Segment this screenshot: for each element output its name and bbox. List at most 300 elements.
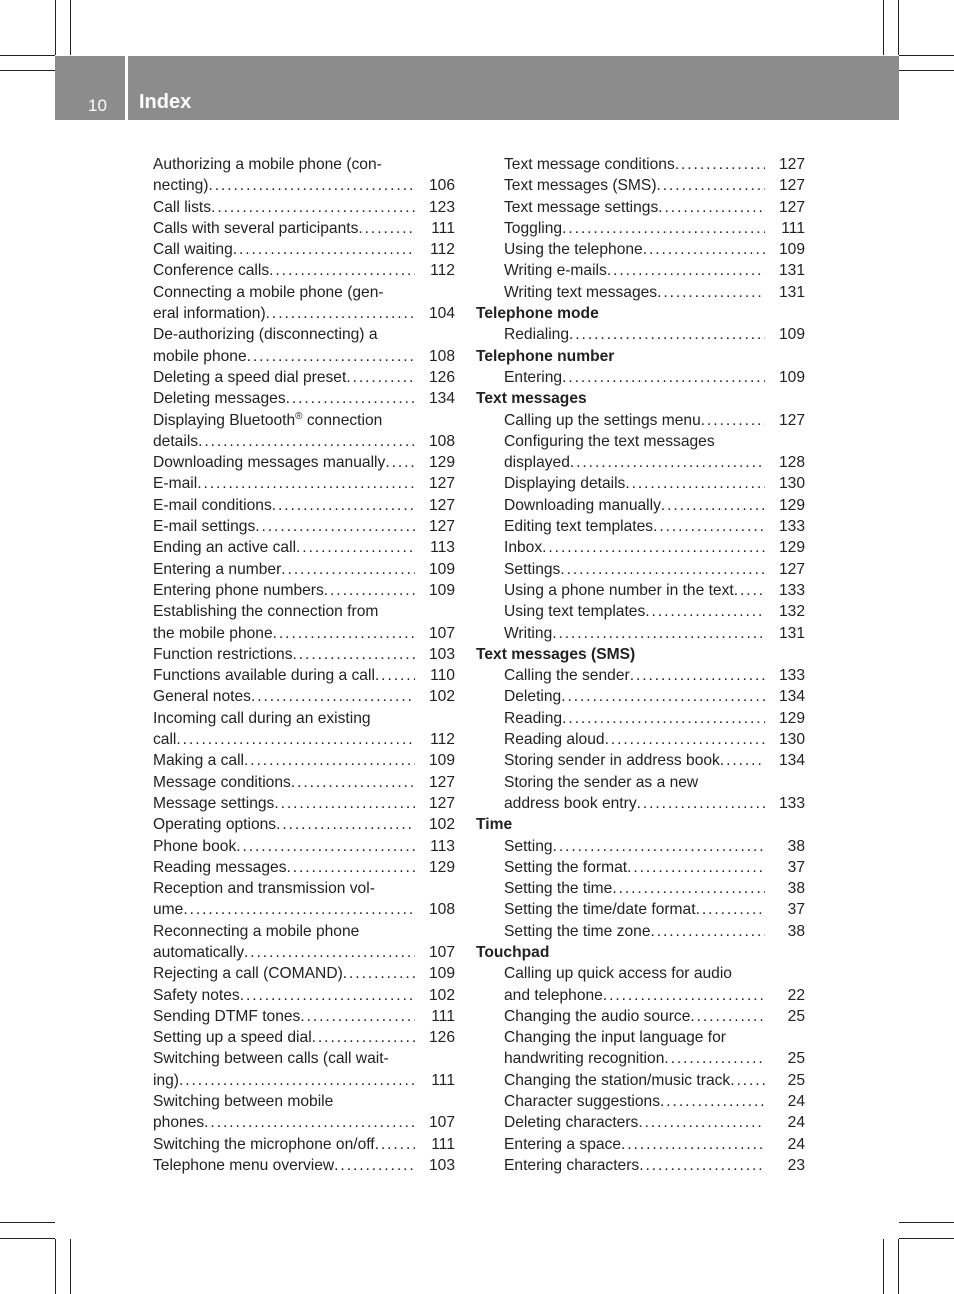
index-page-number: 112 — [430, 731, 455, 749]
index-entry-text: Entering phone numbers — [153, 581, 324, 599]
index-entry-text: Telephone menu overview — [153, 1156, 335, 1174]
dot-leader — [358, 218, 415, 239]
page-title: Index — [139, 91, 192, 113]
dot-leader — [637, 793, 765, 814]
dot-leader — [720, 750, 765, 771]
index-entry-text: Calling the sender — [504, 667, 630, 685]
index-entry-text: Toggling — [504, 219, 563, 237]
crop-mark — [898, 1239, 899, 1294]
index-entry — [153, 1006, 455, 1027]
index-entry-text: ing) — [153, 1071, 180, 1089]
index-entry — [476, 239, 805, 260]
index-entry — [476, 665, 805, 686]
index-page-number: 108 — [428, 432, 455, 450]
index-entry-text: address book entry — [504, 794, 637, 812]
dot-leader — [664, 1048, 765, 1069]
index-page-number: 110 — [430, 667, 455, 685]
index-entry — [476, 686, 805, 707]
index-entry-text: Entering — [504, 368, 563, 386]
index-entry-text: Connecting a mobile phone (gen- — [153, 283, 384, 301]
dot-leader — [176, 729, 415, 750]
index-entry-text: Touchpad — [476, 943, 550, 961]
dot-leader — [605, 729, 765, 750]
index-page-number: 131 — [778, 262, 805, 280]
dot-leader — [276, 814, 415, 835]
index-entry-text: and telephone — [504, 986, 603, 1004]
dot-leader — [645, 601, 765, 622]
dot-leader — [661, 495, 765, 516]
dot-leader — [630, 665, 765, 686]
index-page-number: 113 — [430, 837, 455, 855]
index-entry — [476, 197, 805, 218]
index-entry — [476, 985, 805, 1006]
index-page-number: 24 — [787, 1093, 805, 1111]
index-page-number: 133 — [778, 794, 805, 812]
dot-leader — [255, 516, 415, 537]
dot-leader — [569, 324, 765, 345]
index-entry — [153, 665, 455, 686]
index-entry-text: Settings — [504, 560, 561, 578]
index-page-number: 131 — [778, 283, 805, 301]
dot-leader — [625, 473, 765, 494]
dot-leader — [233, 239, 415, 260]
dot-leader — [312, 1027, 415, 1048]
index-page-number: 128 — [778, 454, 805, 472]
dot-leader — [627, 857, 765, 878]
index-entry — [153, 1070, 455, 1091]
index-entry — [153, 623, 455, 644]
dot-leader — [675, 154, 765, 175]
index-entry-text: Changing the station/music track — [504, 1071, 731, 1089]
index-entry — [476, 1070, 805, 1091]
index-page-number: 109 — [428, 581, 455, 599]
index-entry-text: E-mail settings — [153, 518, 256, 536]
dot-leader — [334, 1155, 415, 1176]
dot-leader — [643, 239, 765, 260]
index-entry-text: Displaying Bluetooth® connection — [153, 410, 383, 429]
index-page-number: 109 — [778, 326, 805, 344]
index-page-number: 133 — [778, 518, 805, 536]
index-entry-text: Writing text messages — [504, 283, 658, 301]
index-entry — [476, 175, 805, 196]
index-entry-text: Switching the microphone on/off — [153, 1135, 375, 1153]
index-page-number: 111 — [431, 219, 455, 237]
index-entry-text: Telephone number — [476, 347, 615, 365]
index-page-number: 127 — [778, 560, 805, 578]
dot-leader — [247, 346, 415, 367]
index-page-number: 102 — [428, 816, 455, 834]
page-number: 10 — [88, 96, 107, 115]
dot-leader — [730, 1070, 765, 1091]
dot-leader — [244, 942, 415, 963]
index-page-number: 107 — [428, 624, 455, 642]
index-entry-text: Setting the time/date format — [504, 901, 696, 919]
index-entry — [476, 260, 805, 281]
index-entry — [476, 1091, 805, 1112]
crop-mark — [0, 70, 55, 71]
index-entry — [476, 1048, 805, 1069]
crop-mark — [899, 1222, 954, 1223]
index-entry — [476, 580, 805, 601]
dot-leader — [561, 686, 765, 707]
index-page-number: 25 — [787, 1007, 805, 1025]
dot-leader — [281, 559, 415, 580]
index-entry — [476, 729, 805, 750]
index-page-number: 106 — [428, 177, 455, 195]
index-entry-text: Entering a space — [504, 1135, 622, 1153]
index-entry-text: Editing text templates — [504, 518, 654, 536]
index-entry-text: Reconnecting a mobile phone — [153, 922, 360, 940]
index-entry-text: Text message conditions — [504, 156, 675, 173]
index-column-left — [153, 154, 455, 1176]
index-page-number: 25 — [787, 1050, 805, 1068]
dot-leader — [251, 686, 415, 707]
index-entry — [153, 495, 455, 516]
index-entry-text: De-authorizing (disconnecting) a — [153, 326, 378, 344]
index-page-number: 111 — [781, 219, 805, 237]
index-page-number: 111 — [431, 1071, 455, 1089]
index-entry-text: Establishing the connection from — [153, 603, 379, 621]
index-page-number: 127 — [778, 177, 805, 195]
index-entry — [153, 921, 455, 942]
index-entry-text: Configuring the text messages — [504, 432, 715, 450]
index-entry — [153, 303, 455, 324]
index-entry-text: call — [153, 731, 177, 749]
index-entry-text: ume — [153, 901, 184, 919]
index-entry-text: Entering characters — [504, 1156, 640, 1174]
index-entry — [476, 282, 805, 303]
dot-leader — [198, 431, 415, 452]
dot-leader — [179, 1070, 415, 1091]
dot-leader — [560, 559, 765, 580]
index-page-number: 123 — [428, 198, 455, 216]
index-page-number: 22 — [787, 986, 805, 1004]
index-entry-text: Calls with several participants — [153, 219, 359, 237]
index-entry — [153, 537, 455, 558]
crop-mark — [899, 1238, 954, 1239]
index-entry — [476, 772, 805, 793]
dot-leader — [734, 580, 765, 601]
index-page-number: 127 — [778, 198, 805, 216]
index-entry — [476, 367, 805, 388]
index-page-number: 104 — [428, 305, 455, 323]
index-entry — [153, 175, 455, 196]
page-header — [55, 56, 899, 120]
index-entry — [153, 857, 455, 878]
dot-leader — [603, 985, 765, 1006]
index-entry — [153, 154, 455, 175]
index-entry-text: eral information) — [153, 305, 266, 323]
index-heading — [476, 942, 805, 963]
index-entry-text: Using text templates — [504, 603, 646, 621]
index-entry — [153, 985, 455, 1006]
index-entry — [153, 516, 455, 537]
index-page-number: 134 — [778, 688, 805, 706]
crop-mark — [55, 0, 56, 55]
index-page-number: 103 — [428, 645, 455, 663]
index-entry — [476, 857, 805, 878]
index-entry — [476, 495, 805, 516]
index-page-number: 109 — [428, 752, 455, 770]
index-entry-text: Deleting a speed dial preset — [153, 368, 347, 386]
index-entry — [476, 921, 805, 942]
dot-leader — [208, 175, 415, 196]
index-entry — [153, 942, 455, 963]
index-entry-text: General notes — [153, 688, 251, 706]
dot-leader — [660, 1091, 765, 1112]
index-entry — [153, 260, 455, 281]
index-heading — [476, 814, 805, 835]
index-entry — [153, 324, 455, 345]
index-page-number: 133 — [778, 581, 805, 599]
index-entry — [476, 1112, 805, 1133]
header-divider — [125, 56, 128, 120]
index-entry-text: Switching between calls (call wait- — [153, 1050, 389, 1068]
index-entry — [153, 197, 455, 218]
index-page-number: 111 — [431, 1007, 455, 1025]
dot-leader — [269, 260, 415, 281]
index-entry — [476, 1155, 805, 1176]
dot-leader — [266, 303, 415, 324]
index-page-number: 129 — [778, 496, 805, 514]
index-column-right — [476, 154, 805, 1176]
dot-leader — [211, 197, 415, 218]
dot-leader — [657, 282, 765, 303]
index-entry-text: Switching between mobile — [153, 1093, 334, 1111]
crop-mark — [55, 1239, 56, 1294]
index-page-number: 24 — [787, 1114, 805, 1132]
index-entry-text: Time — [476, 816, 513, 834]
dot-leader — [612, 878, 765, 899]
index-entry-text: Function restrictions — [153, 645, 293, 663]
index-entry-text: handwriting recognition — [504, 1050, 665, 1068]
index-page-number: 134 — [428, 390, 455, 408]
index-page-number: 109 — [778, 241, 805, 259]
dot-leader — [701, 410, 765, 431]
index-page-number: 24 — [787, 1135, 805, 1153]
index-page-number: 127 — [428, 518, 455, 536]
index-entry — [476, 836, 805, 857]
dot-leader — [658, 197, 765, 218]
index-entry — [153, 367, 455, 388]
dot-leader — [696, 899, 765, 920]
index-page-number: 109 — [778, 368, 805, 386]
index-entry — [476, 516, 805, 537]
index-page-number: 103 — [428, 1156, 455, 1174]
index-page-number: 127 — [778, 156, 805, 173]
index-entry — [153, 580, 455, 601]
crop-mark — [899, 55, 954, 56]
index-page-number: 37 — [787, 901, 805, 919]
index-page-number: 134 — [778, 752, 805, 770]
index-entry-text: Message conditions — [153, 773, 291, 791]
dot-leader — [690, 1006, 765, 1027]
dot-leader — [183, 899, 415, 920]
dot-leader — [274, 793, 415, 814]
dot-leader — [639, 1155, 765, 1176]
index-entry — [476, 708, 805, 729]
index-entry — [476, 750, 805, 771]
index-page-number: 129 — [778, 539, 805, 557]
index-heading — [476, 303, 805, 324]
index-entry — [476, 963, 805, 984]
index-entry — [476, 537, 805, 558]
index-entry — [153, 814, 455, 835]
index-page-number: 37 — [787, 858, 805, 876]
dot-leader — [236, 836, 415, 857]
index-entry-text: Sending DTMF tones — [153, 1007, 301, 1025]
dot-leader — [607, 260, 765, 281]
index-page-number: 25 — [787, 1071, 805, 1089]
index-page-number: 109 — [428, 965, 455, 983]
index-heading — [476, 388, 805, 409]
index-entry-text: Telephone mode — [476, 305, 599, 323]
index-entry-text: Call lists — [153, 198, 212, 216]
index-entry — [153, 750, 455, 771]
index-entry — [153, 1048, 455, 1069]
index-entry-text: Writing — [504, 624, 553, 642]
index-entry-text: Text messages (SMS) — [504, 177, 657, 195]
dot-leader — [385, 452, 415, 473]
index-entry — [153, 346, 455, 367]
dot-leader — [286, 388, 415, 409]
dot-leader — [653, 516, 765, 537]
index-entry-text: Making a call — [153, 752, 245, 770]
dot-leader — [293, 644, 415, 665]
index-entry — [476, 1134, 805, 1155]
index-entry-text: Calling up quick access for audio — [504, 965, 732, 983]
index-page-number: 131 — [778, 624, 805, 642]
index-page-number: 112 — [430, 241, 455, 259]
index-page-number: 126 — [428, 1029, 455, 1047]
index-page-number: 107 — [428, 943, 455, 961]
dot-leader — [291, 772, 415, 793]
index-entry — [153, 431, 455, 452]
index-page-number: 127 — [428, 496, 455, 514]
index-entry-text: E-mail conditions — [153, 496, 272, 514]
index-entry-text: Incoming call during an existing — [153, 709, 371, 727]
index-entry-text: Text messages — [476, 390, 587, 408]
index-entry-text: phones — [153, 1114, 205, 1132]
index-page-number: 38 — [787, 922, 805, 940]
index-entry — [153, 1134, 455, 1155]
dot-leader — [657, 175, 765, 196]
index-entry — [476, 1006, 805, 1027]
dot-leader — [562, 367, 765, 388]
index-entry — [476, 793, 805, 814]
index-page-number: 108 — [428, 901, 455, 919]
index-entry-text: Setting — [504, 837, 553, 855]
dot-leader — [621, 1134, 765, 1155]
index-heading — [476, 644, 805, 665]
dot-leader — [240, 985, 415, 1006]
index-entry-text: Storing the sender as a new — [504, 773, 699, 791]
index-page-number: 127 — [428, 475, 455, 493]
index-entry-text: Reading messages — [153, 858, 287, 876]
dot-leader — [300, 1006, 415, 1027]
index-page-number: 102 — [428, 688, 455, 706]
index-entry — [476, 1027, 805, 1048]
dot-leader — [375, 665, 415, 686]
index-entry-text: Rejecting a call (COMAND) — [153, 965, 343, 983]
index-entry-text: Operating options — [153, 816, 277, 834]
index-entry-text: details — [153, 432, 199, 450]
index-page-number: 38 — [787, 837, 805, 855]
dot-leader — [570, 452, 765, 473]
index-entry — [476, 623, 805, 644]
index-entry-text: displayed — [504, 454, 570, 472]
index-entry — [153, 708, 455, 729]
index-entry — [476, 899, 805, 920]
index-entry — [153, 1027, 455, 1048]
index-entry-text: Deleting characters — [504, 1114, 639, 1132]
index-entry-text: Text message settings — [504, 198, 659, 216]
index-page-number: 129 — [428, 858, 455, 876]
dot-leader — [287, 857, 416, 878]
index-entry-text: Displaying details — [504, 475, 626, 493]
index-entry-text: Deleting — [504, 688, 562, 706]
index-entry-text: Storing sender in address book — [504, 752, 720, 770]
index-entry — [153, 1155, 455, 1176]
crop-mark — [883, 1239, 884, 1294]
index-heading — [476, 346, 805, 367]
index-entry-text: Call waiting — [153, 241, 233, 259]
index-entry — [153, 1091, 455, 1112]
index-page-number: 109 — [428, 560, 455, 578]
dot-leader — [197, 473, 415, 494]
index-entry-text: Message settings — [153, 794, 275, 812]
index-entry — [153, 239, 455, 260]
index-entry-text: Using the telephone — [504, 241, 643, 259]
index-entry-text: the mobile phone — [153, 624, 273, 642]
index-page-number: 126 — [428, 368, 455, 386]
index-page-number: 113 — [430, 539, 455, 557]
dot-leader — [296, 537, 415, 558]
dot-leader — [273, 623, 415, 644]
index-entry-text: Downloading manually — [504, 496, 661, 514]
index-page-number: 133 — [778, 667, 805, 685]
dot-leader — [553, 836, 765, 857]
index-entry-text: automatically — [153, 943, 245, 961]
index-entry-text: Authorizing a mobile phone (con- — [153, 156, 382, 173]
index-entry — [153, 218, 455, 239]
index-page-number: 130 — [778, 475, 805, 493]
index-page-number: 127 — [428, 794, 455, 812]
index-entry-text: Functions available during a call — [153, 667, 375, 685]
index-entry-text: Reception and transmission vol- — [153, 880, 375, 898]
index-page-number: 107 — [428, 1114, 455, 1132]
index-entry-text: Downloading messages manually — [153, 454, 386, 472]
index-entry — [476, 559, 805, 580]
index-entry-text: Changing the audio source — [504, 1007, 691, 1025]
dot-leader — [346, 367, 415, 388]
index-page-number: 132 — [778, 603, 805, 621]
index-page-number: 129 — [428, 454, 455, 472]
index-entry-text: Ending an active call — [153, 539, 297, 557]
index-page-number: 38 — [787, 880, 805, 898]
dot-leader — [542, 537, 765, 558]
dot-leader — [244, 750, 415, 771]
index-entry — [153, 282, 455, 303]
index-entry — [476, 452, 805, 473]
index-entry-text: Deleting messages — [153, 390, 286, 408]
index-entry-text: Setting the format — [504, 858, 628, 876]
index-entry — [153, 772, 455, 793]
index-entry-text: Reading aloud — [504, 731, 605, 749]
index-entry-text: Entering a number — [153, 560, 282, 578]
index-entry — [153, 729, 455, 750]
index-page-number: 129 — [778, 709, 805, 727]
